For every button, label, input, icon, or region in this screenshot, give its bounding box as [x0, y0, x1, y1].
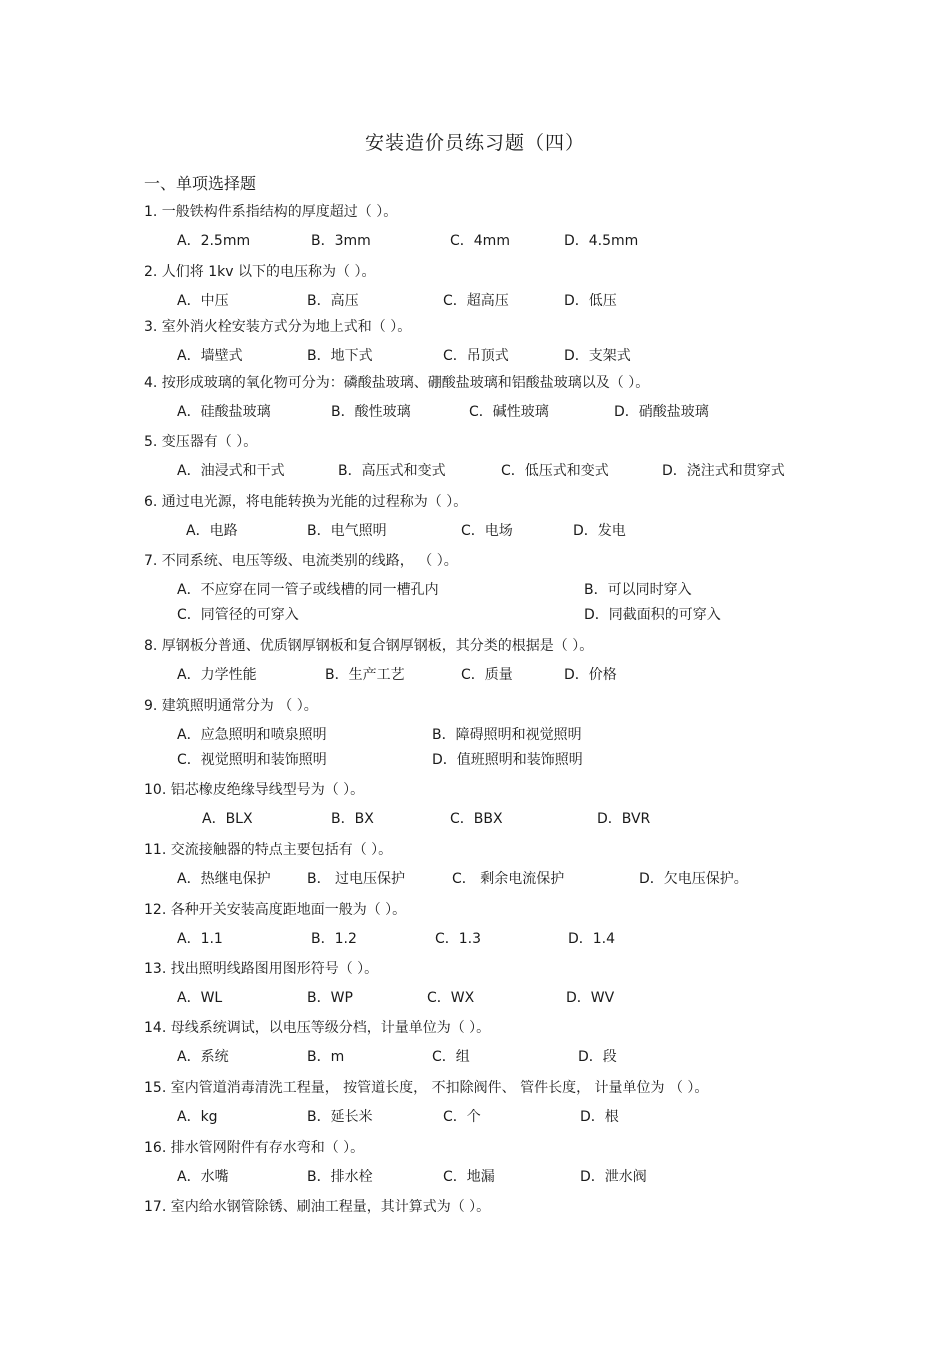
- option-a: A．油浸式和干式: [177, 463, 285, 479]
- option-d: D．段: [578, 1049, 617, 1065]
- option-a: A．水嘴: [177, 1169, 229, 1185]
- option-d: D．欠电压保护。: [639, 871, 748, 887]
- option-b: B．生产工艺: [325, 667, 405, 683]
- question-stem: 13. 找出照明线路图用图形符号（ ）。: [144, 961, 379, 977]
- question-stem: 5. 变压器有（ ）。: [144, 434, 258, 450]
- question-stem: 8. 厚钢板分普通、优质钢厚钢板和复合钢厚钢板，其分类的根据是（ ）。: [144, 638, 594, 654]
- question-stem: 6. 通过电光源，将电能转换为光能的过程称为（ ）。: [144, 494, 468, 510]
- option-c: C．超高压: [443, 293, 509, 309]
- question-stem: 15. 室内管道消毒清洗工程量， 按管道长度， 不扣除阀件、 管件长度， 计量单位为 （ ）。: [144, 1080, 709, 1096]
- option-c: C．吊顶式: [443, 348, 509, 364]
- option-b: B．排水栓: [307, 1169, 373, 1185]
- option-c: C．BBX: [450, 811, 503, 827]
- question-stem: 11. 交流接触器的特点主要包括有（ ）。: [144, 842, 393, 858]
- question-stem: 12. 各种开关安装高度距地面一般为（ ）。: [144, 902, 407, 918]
- option-c: C．组: [432, 1049, 470, 1065]
- document-title: 安装造价员练习题（四）: [364, 132, 585, 154]
- option-b: B．3mm: [311, 233, 371, 249]
- option-c: C．WX: [427, 990, 475, 1006]
- option-d: D．4.5mm: [564, 233, 639, 249]
- option-d: D．硝酸盐玻璃: [614, 404, 709, 420]
- option-a: A．硅酸盐玻璃: [177, 404, 271, 420]
- option-b: B．BX: [331, 811, 374, 827]
- option-a: A．1.1: [177, 931, 223, 947]
- option-c: C． 剩余电流保护: [452, 871, 565, 887]
- option-d: D．支架式: [564, 348, 631, 364]
- question-stem: 1. 一般铁构件系指结构的厚度超过（ ）。: [144, 204, 398, 220]
- option-b: B．酸性玻璃: [331, 404, 411, 420]
- question-stem: 14. 母线系统调试，以电压等级分档，计量单位为（ ）。: [144, 1020, 491, 1036]
- option-a: A．系统: [177, 1049, 229, 1065]
- question-stem: 4. 按形成玻璃的氧化物可分为：磷酸盐玻璃、硼酸盐玻璃和铝酸盐玻璃以及（ ）。: [144, 375, 650, 391]
- option-b: B．电气照明: [307, 523, 387, 539]
- question-stem: 2. 人们将 1kv 以下的电压称为（ ）。: [144, 264, 376, 280]
- option-c: C．碱性玻璃: [469, 404, 549, 420]
- option-d: D．低压: [564, 293, 617, 309]
- option-c: C．4mm: [450, 233, 510, 249]
- question-stem: 9. 建筑照明通常分为 （ ）。: [144, 698, 318, 714]
- question-stem: 3. 室外消火栓安装方式分为地上式和（ ）。: [144, 319, 412, 335]
- option-b: B．WP: [307, 990, 353, 1006]
- option-d: D．浇注式和贯穿式: [662, 463, 785, 479]
- option-c: C．1.3: [435, 931, 482, 947]
- option-b: B．m: [307, 1049, 345, 1065]
- option-a: A．电路: [186, 523, 238, 539]
- option-a: A．不应穿在同一管子或线槽的同一槽孔内: [177, 582, 439, 598]
- option-b: B．1.2: [311, 931, 357, 947]
- option-c: C．低压式和变式: [501, 463, 609, 479]
- question-stem: 7. 不同系统、电压等级、电流类别的线路， （ ）。: [144, 553, 458, 569]
- option-a: A．2.5mm: [177, 233, 251, 249]
- option-a: A．墙壁式: [177, 348, 243, 364]
- question-stem: 17. 室内给水钢管除锈、刷油工程量，其计算式为（ ）。: [144, 1199, 491, 1215]
- option-b: B．延长米: [307, 1109, 373, 1125]
- option-d: D．1.4: [568, 931, 616, 947]
- option-c: C．电场: [461, 523, 513, 539]
- option-b: B．高压式和变式: [338, 463, 446, 479]
- option-d: D．同截面积的可穿入: [584, 607, 721, 623]
- question-stem: 10. 铝芯橡皮绝缘导线型号为（ ）。: [144, 782, 365, 798]
- option-b: B．地下式: [307, 348, 373, 364]
- option-d: D．根: [580, 1109, 619, 1125]
- option-a: A．kg: [177, 1109, 218, 1125]
- option-c: C．个: [443, 1109, 481, 1125]
- option-a: A．力学性能: [177, 667, 257, 683]
- option-a: A．应急照明和喷泉照明: [177, 727, 327, 743]
- option-d: D．BVR: [597, 811, 651, 827]
- option-d: D．发电: [573, 523, 626, 539]
- option-c: C．地漏: [443, 1169, 495, 1185]
- option-a: A．BLX: [202, 811, 253, 827]
- option-d: D．值班照明和装饰照明: [432, 752, 583, 768]
- question-stem: 16. 排水管网附件有存水弯和（ ）。: [144, 1140, 365, 1156]
- option-c: C．质量: [461, 667, 513, 683]
- option-c: C．同管径的可穿入: [177, 607, 299, 623]
- option-b: B． 过电压保护: [307, 871, 406, 887]
- option-b: B．可以同时穿入: [584, 582, 692, 598]
- option-c: C．视觉照明和装饰照明: [177, 752, 327, 768]
- section-heading: 一、单项选择题: [144, 174, 257, 193]
- option-a: A．WL: [177, 990, 223, 1006]
- option-d: D．泄水阀: [580, 1169, 647, 1185]
- option-b: B．障碍照明和视觉照明: [432, 727, 582, 743]
- option-b: B．高压: [307, 293, 359, 309]
- option-a: A．热继电保护: [177, 871, 271, 887]
- option-d: D．WV: [566, 990, 615, 1006]
- option-d: D．价格: [564, 667, 617, 683]
- option-a: A．中压: [177, 293, 229, 309]
